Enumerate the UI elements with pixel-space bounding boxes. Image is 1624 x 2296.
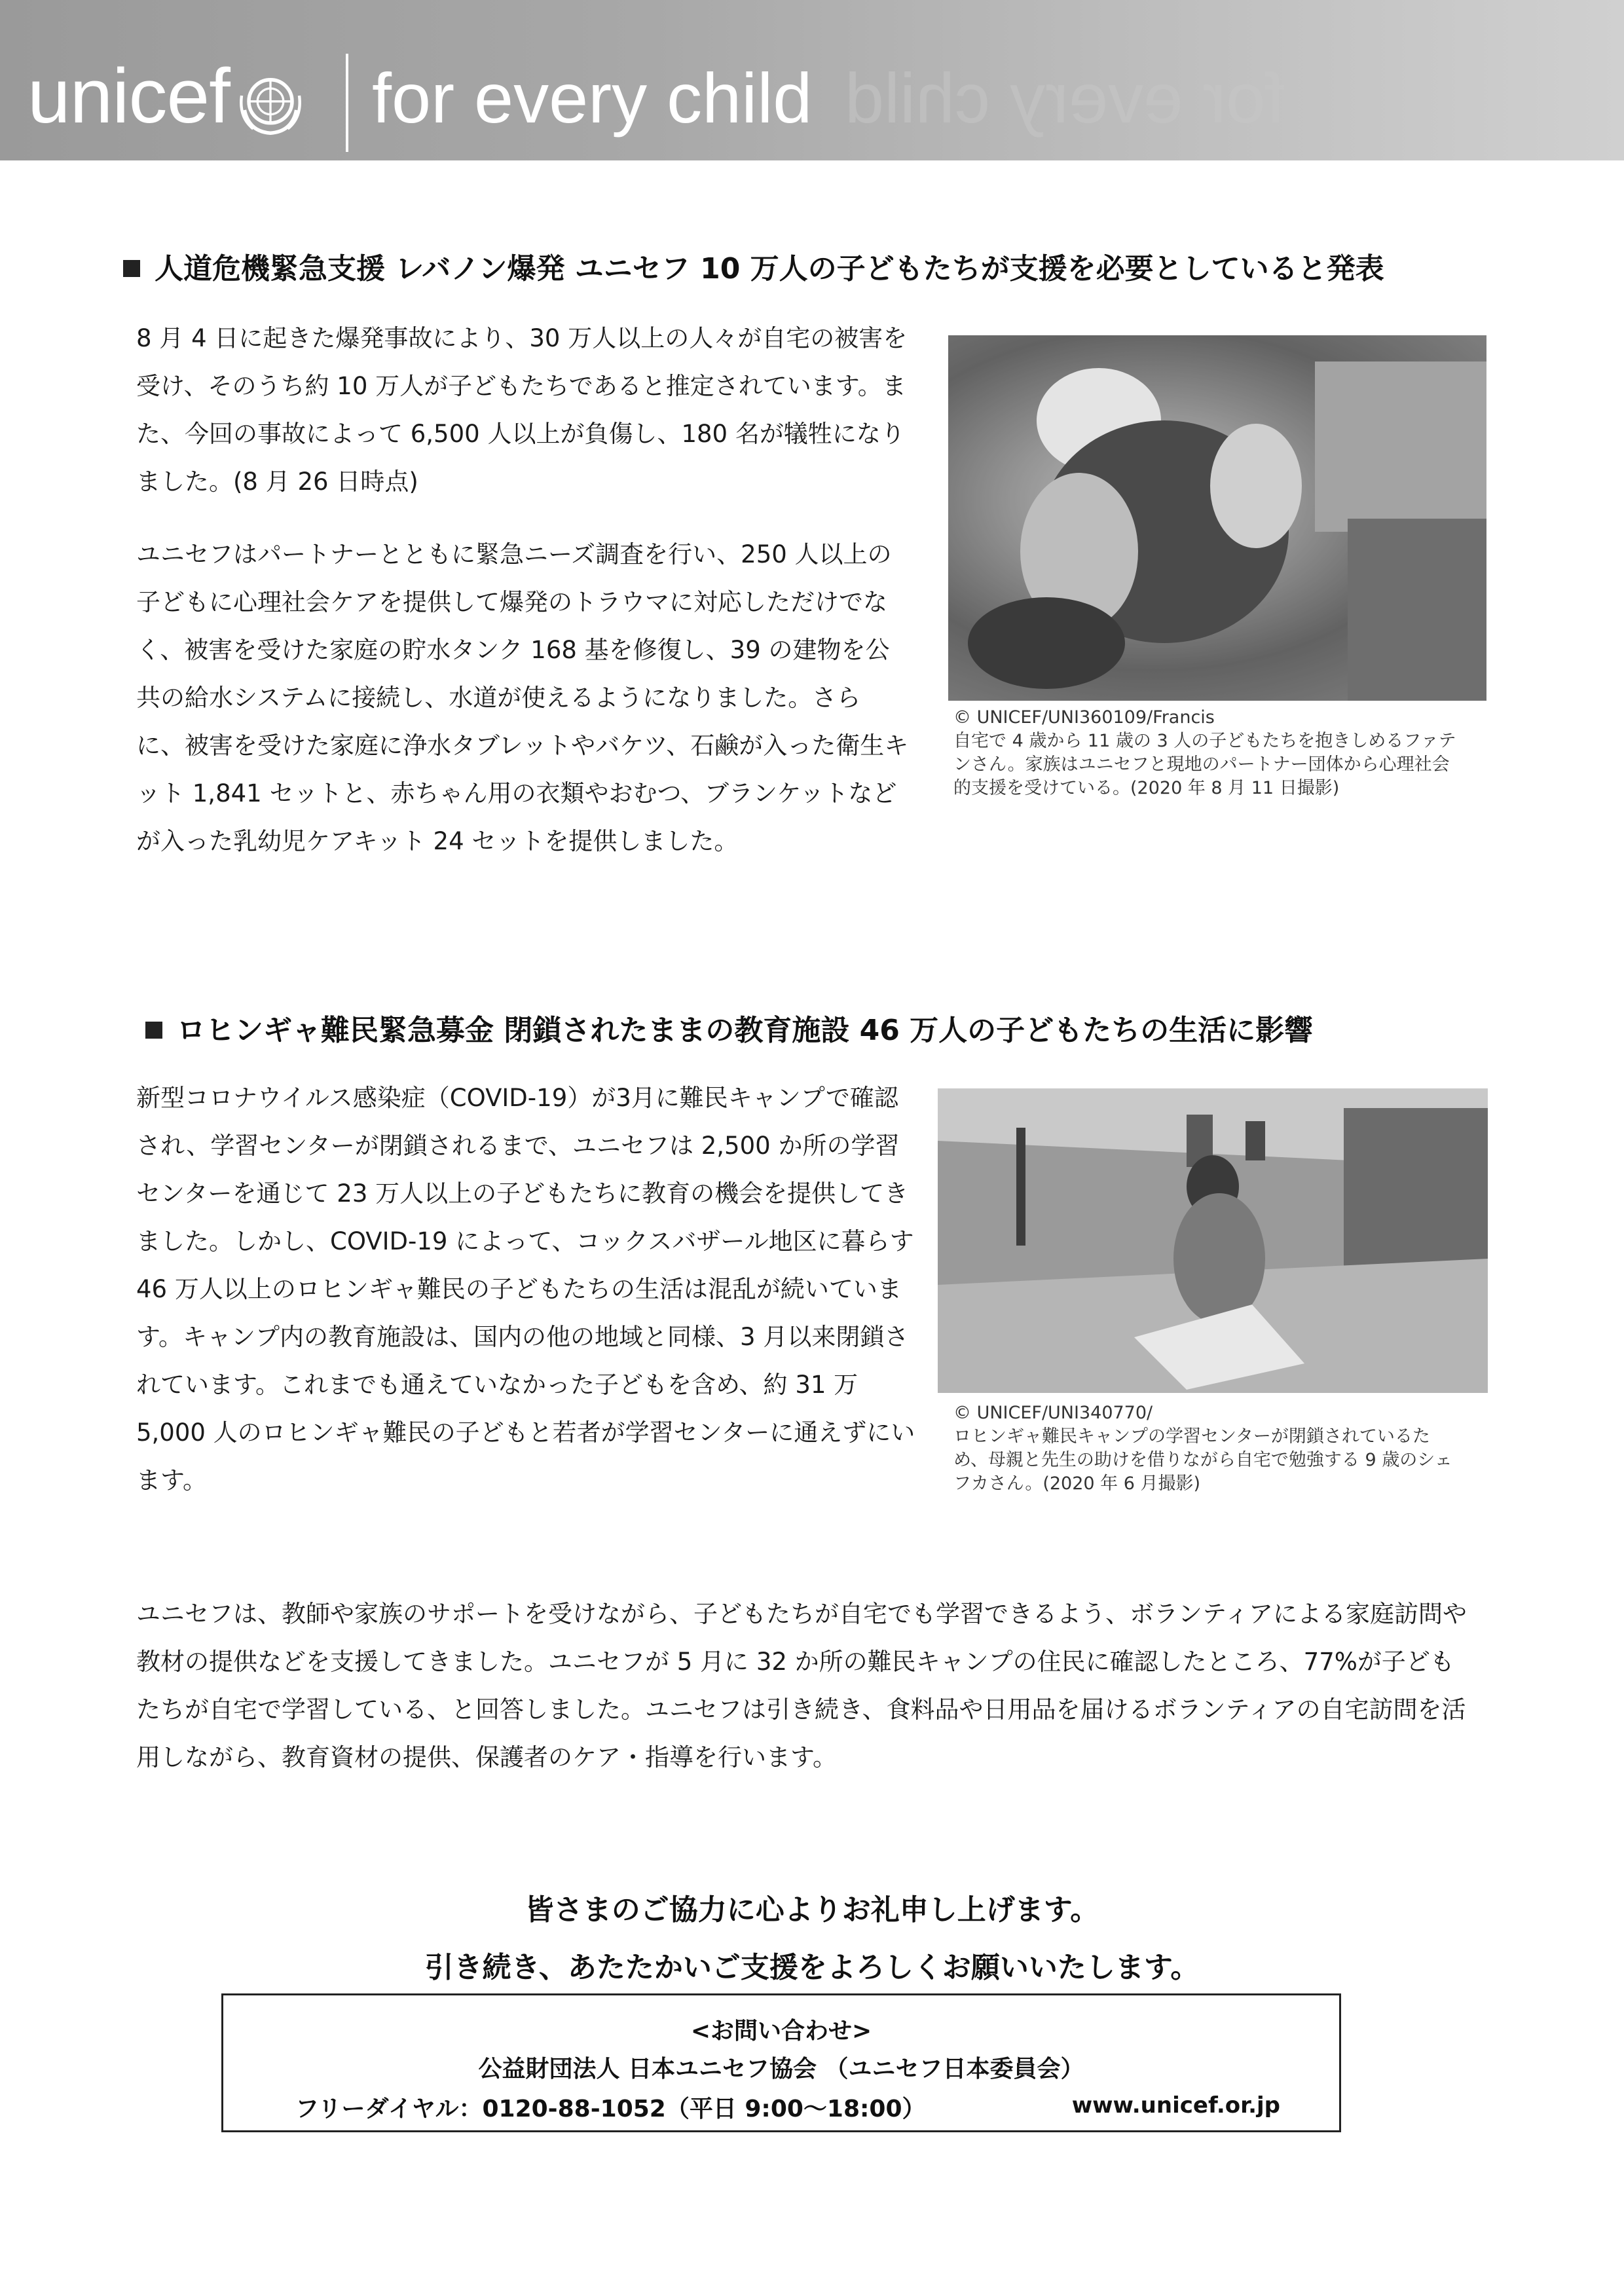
section2-title: [145, 1014, 1313, 1048]
photo-scene: [938, 1088, 1488, 1393]
section2-photo-caption: ロヒンギャ難民キャンプの学習センターが閉鎖されているため、母親と先生の助けを借りながら自宅で勉強する 9 歳のシェフカさん。(2020 年 6 月撮影): [953, 1426, 1452, 1494]
header-divider: [346, 54, 348, 152]
contact-website-link[interactable]: www.unicef.or.jp: [1071, 2092, 1280, 2119]
section1-paragraph-1: 8 月 4 日に起きた爆発事故により、30 万人以上の人々が自宅の被害を受け、そのうち約 10 万人が子どもたちであると推定されています。また、今回の事故によって 6,500 人以上が負傷し、180 名が犠牲になりました。(8 月 26 日時点): [136, 324, 908, 496]
section1-photo-credit: © UNICEF/UNI360109/Francis: [953, 707, 1215, 728]
section2-paragraph-2: ユニセフは、教師や家族のサポートを受けながら、子どもたちが自宅でも学習できるよう、ボランティアによる家庭訪問や教材の提供などを支援してきました。ユニセフが 5 月に 32 か所の難民キャンプの住民に確認したところ、77%が子どもたちが自宅で学習している、と回答しました。ユニセフは引き続き、食料品や日用品を届けるボランティアの自宅訪問を活用しながら、教育資材の提供、保護者のケア・指導を行います。: [136, 1600, 1467, 1771]
section2-title-text: ロヒンギャ難民緊急募金 閉鎖されたままの教育施設 46 万人の子どもたちの生活に影響: [177, 1014, 1314, 1047]
contact-organization: 公益財団法人 日本ユニセフ協会 （ユニセフ日本委員会）: [478, 2056, 1084, 2083]
unicef-emblem-icon: [234, 67, 306, 139]
square-bullet-icon: [123, 260, 140, 277]
section1-title-text: 人道危機緊急支援 レバノン爆発 ユニセフ 10 万人の子どもたちが支援を必要としていると発表: [155, 252, 1384, 286]
unicef-wordmark: unicef: [28, 53, 230, 139]
closing-line-2: 引き続き、あたたかいご支援をよろしくお願いいたします。: [424, 1951, 1200, 1984]
contact-heading: <お問い合わせ>: [690, 2018, 872, 2045]
header-tagline: for every child: [372, 58, 813, 138]
section1-paragraph-2: ユニセフはパートナーとともに緊急ニーズ調査を行い、250 人以上の子どもに心理社会ケアを提供して爆発のトラウマに対応しただけでなく、被害を受けた家庭の貯水タンク 168 基を修復し、39 の建物を公共の給水システムに接続し、水道が使えるようになりました。さらに、被害を受けた家庭に浄水タブレットやバケツ、石鹸が入った衛生キット 1,841 セットと、赤ちゃん用の衣類やおむつ、ブランケットなどが入った乳幼児ケアキット 24 セットを提供しました。: [136, 540, 909, 855]
closing-line-1: 皆さまのご協力に心よりお礼申し上げます。: [525, 1893, 1099, 1927]
section2-photo-credit: © UNICEF/UNI340770/: [953, 1403, 1153, 1423]
photo-silhouette: [948, 335, 1486, 701]
lebanon-family-photo: [948, 335, 1486, 701]
contact-free-dial: フリーダイヤル：0120-88-1052（平日 9:00～18:00）: [295, 2096, 926, 2122]
header-ghost-text: for every child: [845, 58, 1285, 138]
header-banner: [0, 0, 1624, 160]
section1-photo-caption: 自宅で 4 歳から 11 歳の 3 人の子どもたちを抱きしめるファテンさん。家族はユニセフと現地のパートナー団体から心理社会的支援を受けている。(2020 年 8 月 11 日撮影): [953, 731, 1456, 798]
contact-box: [221, 1993, 1341, 2132]
section2-paragraph-1: 新型コロナウイルス感染症（COVID-19）が3月に難民キャンプで確認され、学習センターが閉鎖されるまで、ユニセフは 2,500 か所の学習センターを通じて 23 万人以上の子どもたちに教育の機会を提供してきました。しかし、COVID-19 によって、コックスバザール地区に暮らす 46 万人以上のロヒンギャ難民の子どもたちの生活は混乱が続いています。キャンプ内の教育施設は、国内の他の地域と同様、3 月以来閉鎖されています。これまでも通えていなかった子どもを含め、約 31 万 5,000 人のロヒンギャ難民の子どもと若者が学習センターに通えずにいます。: [136, 1084, 915, 1494]
section1-title: [123, 252, 1384, 287]
rohingya-girl-photo: [938, 1088, 1488, 1393]
square-bullet-icon: [145, 1022, 162, 1039]
